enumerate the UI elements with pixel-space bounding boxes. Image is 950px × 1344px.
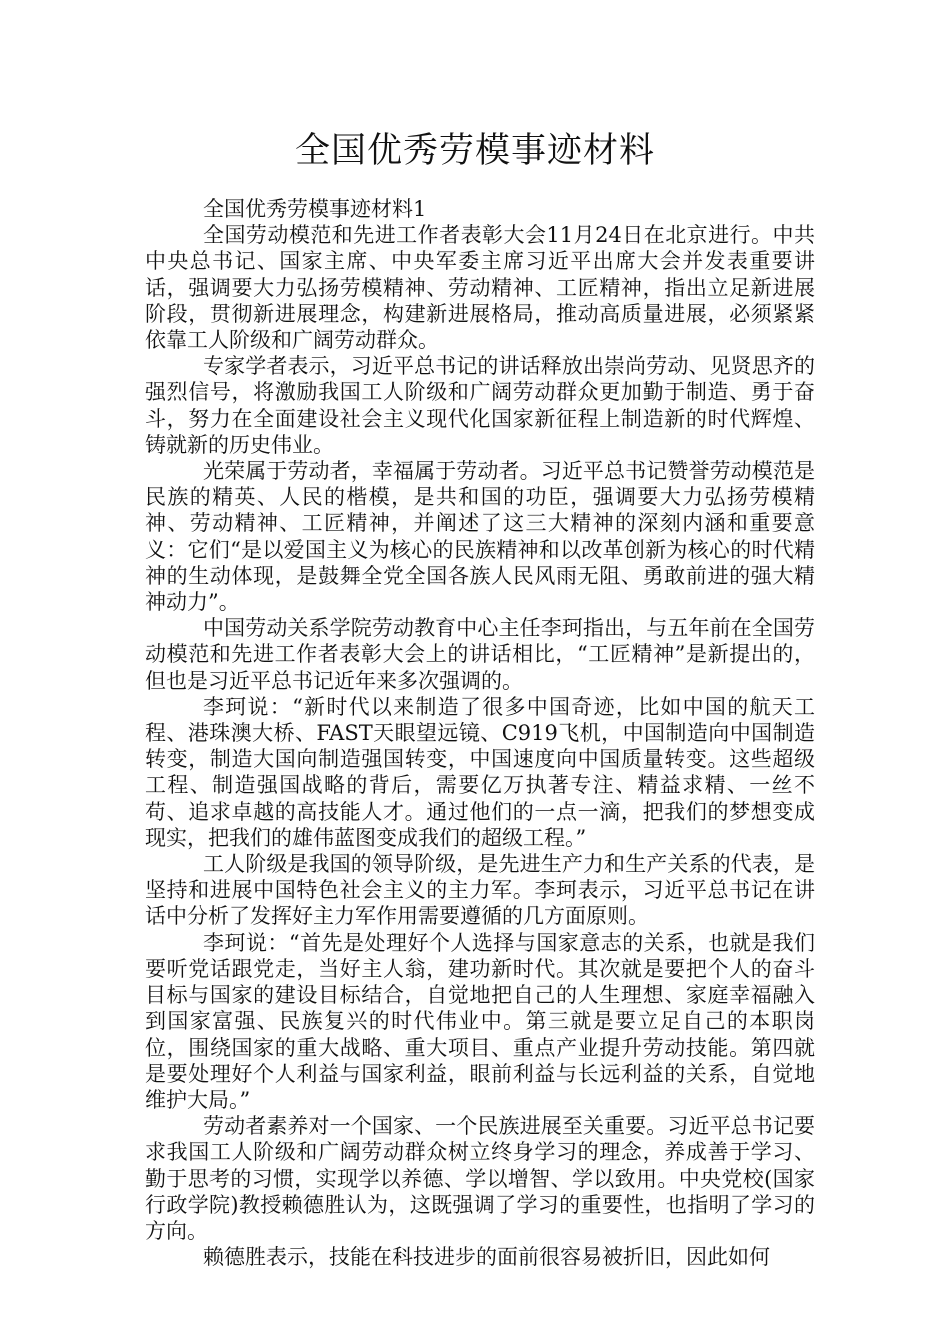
paragraph: 工人阶级是我国的领导阶级，是先进生产力和生产关系的代表，是坚持和进展中国特色社会主义的主力军。李珂表示，习近平总书记在讲话中分析了发挥好主力军作用需要遵循的几方面原则。: [145, 852, 815, 929]
document-title: 全国优秀劳模事迹材料: [294, 131, 655, 171]
paragraph: 李珂说：“首先是处理好个人选择与国家意志的关系，也就是我们要听党话跟党走，当好主人翁，建功新时代。其次就是要把个人的奋斗目标与国家的建设目标结合，自觉地把自己的人生理想、家庭幸福融入到国家富强、民族复兴的时代伟业中。第三就是要立足自己的本职岗位，围绕国家的重大战略、重大项目、重点产业提升劳动技能。第四就是要处理好个人利益与国家利益，眼前利益与长远利益的关系，自觉地维护大局。”: [145, 930, 815, 1112]
paragraph: 李珂说：“新时代以来制造了很多中国奇迹，比如中国的航天工程、港珠澳大桥、FAST天眼望远镜、C919飞机，中国制造向中国制造转变，制造大国向制造强国转变，中国速度向中国质量转变。这些超级工程、制造强国战略的背后，需要亿万执著专注、精益求精、一丝不苟、追求卓越的高技能人才。通过他们的一点一滴，把我们的梦想变成现实，把我们的雄伟蓝图变成我们的超级工程。”: [145, 694, 815, 850]
paragraph: 赖德胜表示，技能在科技进步的面前很容易被折旧，因此如何: [203, 1245, 770, 1270]
paragraph: 劳动者素养对一个国家、一个民族进展至关重要。习近平总书记要求我国工人阶级和广阔劳动群众树立终身学习的理念，养成善于学习、勤于思考的习惯，实现学以养德、学以增智、学以致用。中央党校(国家行政学院)教授赖德胜认为，这既强调了学习的重要性，也指明了学习的方向。: [145, 1114, 815, 1243]
paragraph-subtitle: 全国优秀劳模事迹材料1: [203, 197, 427, 221]
paragraph: 光荣属于劳动者，幸福属于劳动者。习近平总书记赞誉劳动模范是民族的精英、人民的楷模，是共和国的功臣，强调要大力弘扬劳模精神、劳动精神、工匠精神，并阐述了这三大精神的深刻内涵和重要意义：它们“是以爱国主义为核心的民族精神和以改革创新为核心的时代精神的生动体现，是鼓舞全党全国各族人民风雨无阻、勇敢前进的强大精神动力”。: [145, 459, 815, 615]
paragraph: 中国劳动关系学院劳动教育中心主任李珂指出，与五年前在全国劳动模范和先进工作者表彰大会上的讲话相比，“工匠精神”是新提出的，但也是习近平总书记近年来多次强调的。: [145, 616, 815, 693]
paragraph: 全国劳动模范和先进工作者表彰大会11月24日在北京进行。中共中央总书记、国家主席、中央军委主席习近平出席大会并发表重要讲话，强调要大力弘扬劳模精神、劳动精神、工匠精神，指出立足新进展阶段，贯彻新进展理念，构建新进展格局，推动高质量进展，必须紧紧依靠工人阶级和广阔劳动群众。: [145, 223, 815, 353]
document-body: [145, 196, 815, 1270]
paragraph: 专家学者表示，习近平总书记的讲话释放出崇尚劳动、见贤思齐的强烈信号，将激励我国工人阶级和广阔劳动群众更加勤于制造、勇于奋斗，努力在全面建设社会主义现代化国家新征程上制造新的时代辉煌、铸就新的历史伟业。: [145, 354, 815, 457]
